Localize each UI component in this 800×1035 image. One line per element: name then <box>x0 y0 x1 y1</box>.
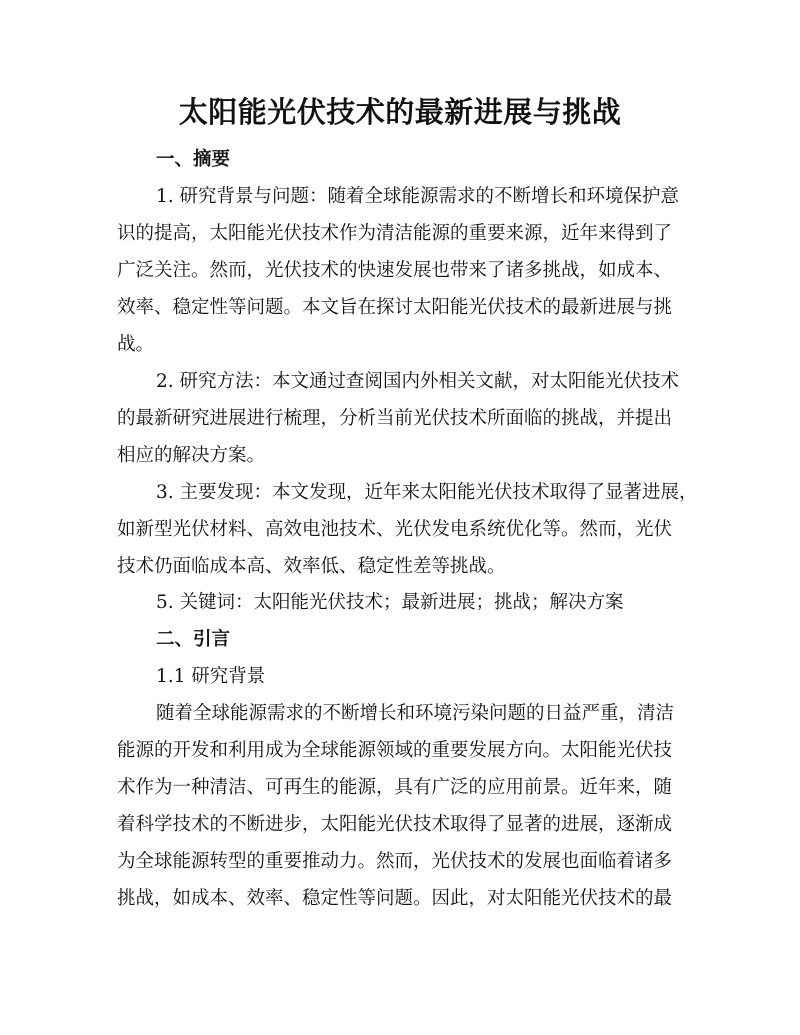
paragraph-line: 如新型光伏材料、高效电池技术、光伏发电系统优化等。然而，光伏 <box>117 519 673 540</box>
document-title: 太阳能光伏技术的最新进展与挑战 <box>178 95 622 129</box>
paragraph-line: 为全球能源转型的重要推动力。然而，光伏技术的发展也面临着诸多 <box>117 851 673 872</box>
paragraph-line: 着科学技术的不断进步，太阳能光伏技术取得了显著的进展，逐渐成 <box>117 814 673 835</box>
paragraph-line: 挑战，如成本、效率、稳定性等问题。因此，对太阳能光伏技术的最 <box>117 888 673 909</box>
subsection-heading-background: 1.1 研究背景 <box>156 666 266 687</box>
paragraph-line: 战。 <box>117 334 155 355</box>
paragraph-line: 随着全球能源需求的不断增长和环境污染问题的日益严重，清洁 <box>156 703 675 724</box>
paragraph-line: 技术仍面临成本高、效率低、稳定性差等挑战。 <box>117 556 506 577</box>
keywords-line: 5. 关键词：太阳能光伏技术；最新进展；挑战；解决方案 <box>156 592 624 613</box>
paragraph-line: 1. 研究背景与问题：随着全球能源需求的不断增长和环境保护意 <box>156 186 680 207</box>
paragraph-line: 识的提高，太阳能光伏技术作为清洁能源的重要来源，近年来得到了 <box>117 223 673 244</box>
section-heading-abstract: 一、摘要 <box>156 149 231 170</box>
paragraph-line: 能源的开发和利用成为全球能源领域的重要发展方向。太阳能光伏技 <box>117 740 673 761</box>
section-heading-introduction: 二、引言 <box>156 629 231 650</box>
paragraph-line: 的最新研究进展进行梳理，分析当前光伏技术所面临的挑战，并提出 <box>117 408 673 429</box>
paragraph-line: 2. 研究方法：本文通过查阅国内外相关文献，对太阳能光伏技术 <box>156 371 680 392</box>
paragraph-line: 广泛关注。然而，光伏技术的快速发展也带来了诸多挑战，如成本、 <box>117 260 673 281</box>
paragraph-line: 相应的解决方案。 <box>117 445 266 466</box>
paragraph-line: 3. 主要发现：本文发现，近年来太阳能光伏技术取得了显著进展， <box>156 482 698 503</box>
paragraph-line: 效率、稳定性等问题。本文旨在探讨太阳能光伏技术的最新进展与挑 <box>117 297 673 318</box>
paragraph-line: 术作为一种清洁、可再生的能源，具有广泛的应用前景。近年来，随 <box>117 777 673 798</box>
